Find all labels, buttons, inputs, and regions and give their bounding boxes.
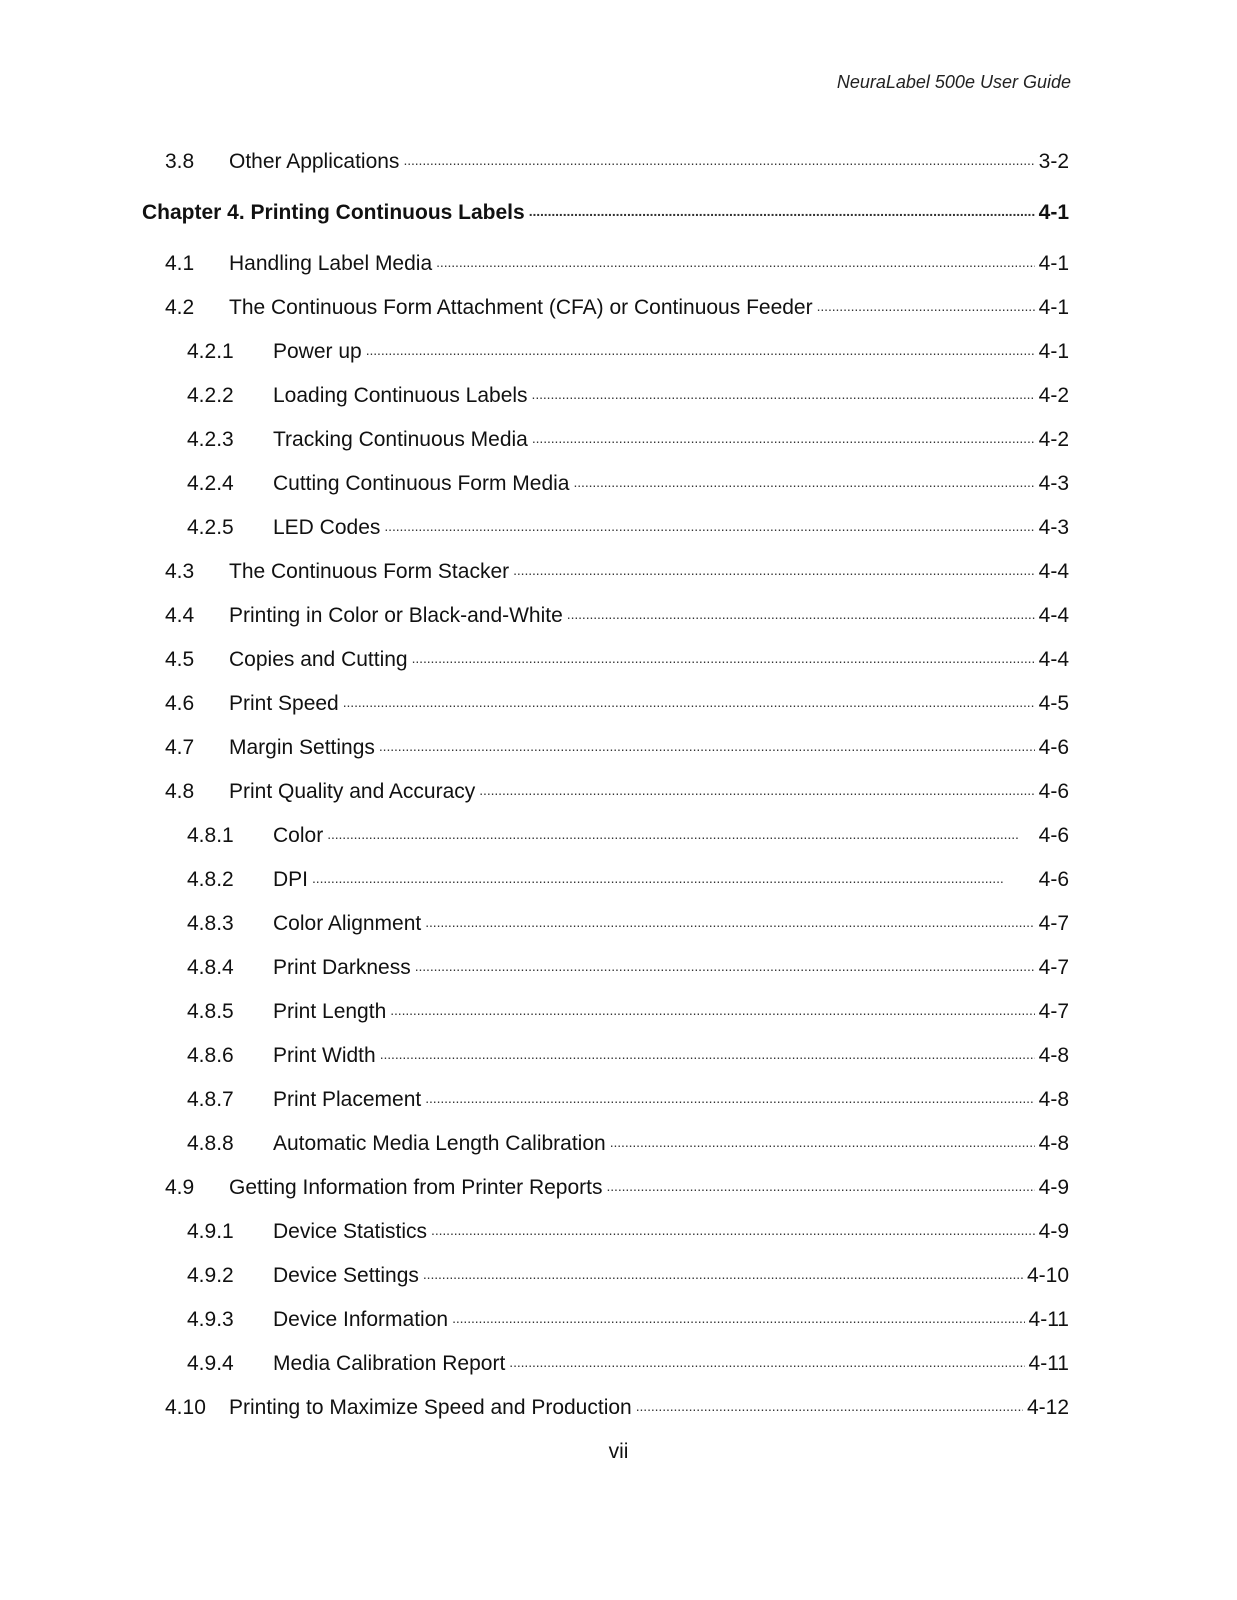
toc-entry[interactable] bbox=[142, 1122, 1069, 1166]
toc-entry[interactable] bbox=[142, 330, 1069, 374]
toc-entry-number: 4.3 bbox=[165, 560, 195, 583]
toc-entry[interactable] bbox=[142, 990, 1069, 1034]
toc-entry[interactable] bbox=[142, 286, 1069, 330]
toc-entry-number: 4.2.1 bbox=[187, 340, 234, 363]
toc-entry-title: Copies and Cutting bbox=[229, 648, 408, 671]
toc-entry-page: 4-4 bbox=[1038, 560, 1069, 583]
toc-entry[interactable] bbox=[142, 1034, 1069, 1078]
toc-entry-title: Getting Information from Printer Reports bbox=[229, 1176, 603, 1199]
toc-entry-page: 4-11 bbox=[1028, 1352, 1069, 1375]
toc-entry-title: Other Applications bbox=[229, 150, 400, 173]
toc-entry-title: Device Information bbox=[273, 1308, 449, 1331]
dot-leader bbox=[384, 517, 1034, 538]
toc-entry-title: The Continuous Form Stacker bbox=[229, 560, 510, 583]
toc-entry[interactable] bbox=[142, 140, 1069, 184]
toc-entry-title: Margin Settings bbox=[229, 736, 375, 759]
toc-entry-title: Handling Label Media bbox=[229, 252, 433, 275]
toc-entry-number: 4.9.3 bbox=[187, 1308, 234, 1331]
toc-entry-title: Print Length bbox=[273, 1000, 387, 1023]
dot-leader bbox=[343, 693, 1035, 714]
toc-entry[interactable] bbox=[142, 902, 1069, 946]
toc-entry-title: Power up bbox=[273, 340, 362, 363]
toc-entry[interactable] bbox=[142, 506, 1069, 550]
toc-entry-number: 4.10 bbox=[165, 1396, 206, 1419]
toc-entry-page: 4-2 bbox=[1038, 384, 1069, 407]
toc-entry-page: 4-1 bbox=[1038, 296, 1069, 319]
toc-entry-number: 4.8.2 bbox=[187, 868, 234, 891]
toc-entry[interactable] bbox=[142, 858, 1069, 902]
toc-entry[interactable] bbox=[142, 682, 1069, 726]
toc-entry[interactable] bbox=[142, 1298, 1069, 1342]
toc-entry-title: Tracking Continuous Media bbox=[273, 428, 528, 451]
toc-entry[interactable] bbox=[142, 770, 1069, 814]
dot-leader bbox=[817, 297, 1035, 318]
toc-entry-number: 4.8.6 bbox=[187, 1044, 234, 1067]
toc-entry-number: 4.2.5 bbox=[187, 516, 234, 539]
dot-leader bbox=[412, 649, 1035, 670]
dot-leader bbox=[509, 1353, 1024, 1374]
toc-entry-page: 4-8 bbox=[1038, 1044, 1069, 1067]
dot-leader bbox=[379, 737, 1035, 758]
toc-entry[interactable] bbox=[142, 374, 1069, 418]
dot-leader bbox=[431, 1221, 1035, 1242]
toc-entry-title: Print Width bbox=[273, 1044, 376, 1067]
toc-entry-page: 4-11 bbox=[1028, 1308, 1069, 1331]
toc-entry-page: 4-7 bbox=[1038, 1000, 1069, 1023]
toc-entry-title: Printing to Maximize Speed and Production bbox=[229, 1396, 632, 1419]
toc-entry-page: 4-9 bbox=[1038, 1220, 1069, 1243]
toc-entry-page: 4-7 bbox=[1038, 912, 1069, 935]
toc-entry[interactable] bbox=[142, 1342, 1069, 1386]
toc-entry-number: 4.7 bbox=[165, 736, 195, 759]
toc-entry-number: 4.8.1 bbox=[187, 824, 234, 847]
toc-entry-title: Chapter 4. Printing Continuous Labels bbox=[142, 201, 525, 224]
dot-leader bbox=[312, 869, 1035, 890]
toc-entry-title: Print Speed bbox=[229, 692, 339, 715]
toc-entry-title: Color Alignment bbox=[273, 912, 422, 935]
toc-entry[interactable] bbox=[142, 638, 1069, 682]
toc-entry-page: 4-8 bbox=[1038, 1088, 1069, 1111]
toc-entry-title: DPI bbox=[273, 868, 309, 891]
dot-leader bbox=[425, 1089, 1034, 1110]
dot-leader bbox=[436, 253, 1035, 274]
toc-entry-page: 4-7 bbox=[1038, 956, 1069, 979]
toc-entry-page: 4-4 bbox=[1038, 648, 1069, 671]
toc-entry-number: 3.8 bbox=[165, 150, 195, 173]
dot-leader bbox=[532, 385, 1035, 406]
dot-leader bbox=[403, 151, 1034, 172]
dot-leader bbox=[529, 202, 1035, 223]
toc-entry[interactable] bbox=[142, 462, 1069, 506]
toc-entry-title: Device Settings bbox=[273, 1264, 419, 1287]
page-number: vii bbox=[608, 1440, 629, 1463]
toc-entry-page: 4-8 bbox=[1038, 1132, 1069, 1155]
toc-entry-title: The Continuous Form Attachment (CFA) or Continuous Feeder bbox=[229, 296, 813, 319]
toc-entry-number: 4.9.2 bbox=[187, 1264, 234, 1287]
toc-entry-page: 4-3 bbox=[1038, 516, 1069, 539]
toc-entry-page: 4-5 bbox=[1038, 692, 1069, 715]
toc-entry-title: Media Calibration Report bbox=[273, 1352, 506, 1375]
toc-entry-title: LED Codes bbox=[273, 516, 381, 539]
toc-entry-number: 4.2 bbox=[165, 296, 195, 319]
dot-leader bbox=[567, 605, 1035, 626]
toc-entry-title: Printing in Color or Black-and-White bbox=[229, 604, 563, 627]
toc-entry-page: 3-2 bbox=[1038, 150, 1069, 173]
toc-entry[interactable] bbox=[142, 1210, 1069, 1254]
toc-entry-number: 4.1 bbox=[165, 252, 195, 275]
toc-entry-number: 4.8.4 bbox=[187, 956, 234, 979]
table-of-contents bbox=[142, 140, 1069, 1430]
toc-entry[interactable] bbox=[142, 946, 1069, 990]
toc-chapter-entry[interactable] bbox=[142, 184, 1069, 242]
dot-leader bbox=[327, 825, 1034, 846]
toc-entry-title: Loading Continuous Labels bbox=[273, 384, 528, 407]
toc-entry-page: 4-2 bbox=[1038, 428, 1069, 451]
toc-entry-title: Device Statistics bbox=[273, 1220, 428, 1243]
toc-entry-page: 4-12 bbox=[1026, 1396, 1069, 1419]
running-header: NeuraLabel 500e User Guide bbox=[836, 72, 1071, 92]
toc-entry-number: 4.6 bbox=[165, 692, 195, 715]
toc-entry-page: 4-1 bbox=[1038, 340, 1069, 363]
toc-entry[interactable] bbox=[142, 1386, 1069, 1430]
dot-leader bbox=[610, 1133, 1035, 1154]
toc-entry[interactable] bbox=[142, 418, 1069, 462]
toc-entry-number: 4.8.7 bbox=[187, 1088, 234, 1111]
toc-entry-number: 4.8.3 bbox=[187, 912, 234, 935]
toc-entry-page: 4-6 bbox=[1038, 736, 1069, 759]
toc-entry-number: 4.5 bbox=[165, 648, 195, 671]
toc-entry-page: 4-6 bbox=[1038, 780, 1069, 803]
dot-leader bbox=[479, 781, 1034, 802]
toc-entry[interactable] bbox=[142, 242, 1069, 286]
toc-entry-page: 4-9 bbox=[1038, 1176, 1069, 1199]
toc-entry-title: Print Quality and Accuracy bbox=[229, 780, 476, 803]
toc-entry[interactable] bbox=[142, 1166, 1069, 1210]
dot-leader bbox=[415, 957, 1035, 978]
toc-entry-page: 4-4 bbox=[1038, 604, 1069, 627]
dot-leader bbox=[423, 1265, 1023, 1286]
toc-entry-title: Print Darkness bbox=[273, 956, 411, 979]
toc-entry[interactable] bbox=[142, 594, 1069, 638]
dot-leader bbox=[636, 1397, 1023, 1418]
toc-entry[interactable] bbox=[142, 1078, 1069, 1122]
dot-leader bbox=[606, 1177, 1034, 1198]
dot-leader bbox=[380, 1045, 1035, 1066]
toc-entry-page: 4-1 bbox=[1038, 201, 1069, 224]
toc-entry-title: Cutting Continuous Form Media bbox=[273, 472, 570, 495]
toc-entry-number: 4.9.1 bbox=[187, 1220, 234, 1243]
dot-leader bbox=[452, 1309, 1024, 1330]
toc-entry-number: 4.8 bbox=[165, 780, 195, 803]
toc-entry-title: Color bbox=[273, 824, 324, 847]
toc-entry-page: 4-10 bbox=[1026, 1264, 1069, 1287]
toc-entry-number: 4.4 bbox=[165, 604, 195, 627]
toc-entry-title: Automatic Media Length Calibration bbox=[273, 1132, 606, 1155]
toc-entry-number: 4.9.4 bbox=[187, 1352, 234, 1375]
toc-entry-number: 4.8.8 bbox=[187, 1132, 234, 1155]
toc-entry-number: 4.2.4 bbox=[187, 472, 234, 495]
toc-entry[interactable] bbox=[142, 1254, 1069, 1298]
toc-entry[interactable] bbox=[142, 814, 1069, 858]
dot-leader bbox=[513, 561, 1035, 582]
toc-entry-number: 4.2.3 bbox=[187, 428, 234, 451]
toc-entry-number: 4.2.2 bbox=[187, 384, 234, 407]
dot-leader bbox=[532, 429, 1035, 450]
toc-entry-number: 4.8.5 bbox=[187, 1000, 234, 1023]
toc-entry-page: 4-6 bbox=[1038, 868, 1069, 891]
dot-leader bbox=[425, 913, 1034, 934]
toc-entry-number: 4.9 bbox=[165, 1176, 195, 1199]
toc-entry-page: 4-6 bbox=[1038, 824, 1069, 847]
toc-entry-title: Print Placement bbox=[273, 1088, 422, 1111]
toc-entry-page: 4-1 bbox=[1038, 252, 1069, 275]
toc-entry[interactable] bbox=[142, 726, 1069, 770]
toc-entry-page: 4-3 bbox=[1038, 472, 1069, 495]
dot-leader bbox=[390, 1001, 1034, 1022]
toc-entry[interactable] bbox=[142, 550, 1069, 594]
dot-leader bbox=[573, 473, 1034, 494]
dot-leader bbox=[366, 341, 1035, 362]
